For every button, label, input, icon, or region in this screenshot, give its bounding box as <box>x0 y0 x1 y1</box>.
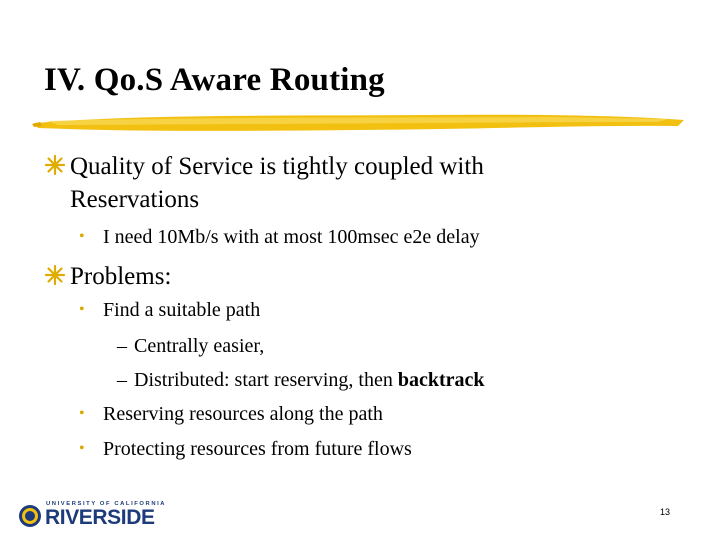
sub-bullet-text: I need 10Mb/s with at most 100msec e2e delay <box>103 226 480 248</box>
logo-top-text: UNIVERSITY OF CALIFORNIA <box>46 501 167 507</box>
dot-bullet-icon: • <box>79 405 85 422</box>
bullet-1-line-1: Quality of Service is tightly coupled with <box>70 153 484 180</box>
sub-bullet-find-path <box>79 298 261 322</box>
dash-bullet-icon: – <box>117 335 127 357</box>
subsub-bullet-bold-text: backtrack <box>397 369 485 391</box>
logo-main-text: RIVERSIDE <box>45 506 155 529</box>
sub-bullet-text: Reserving resources along the path <box>103 403 383 425</box>
bullet-2-line-1: Problems: <box>70 263 172 290</box>
slide-title: IV. Qo.S Aware Routing <box>44 62 385 98</box>
ucr-logo <box>16 500 184 530</box>
sub-bullet-text: Protecting resources from future flows <box>103 438 412 460</box>
sub-bullet-protecting <box>79 437 412 461</box>
dot-bullet-icon: • <box>79 301 85 318</box>
star-bullet-icon <box>44 264 66 286</box>
dot-bullet-icon: • <box>79 228 85 245</box>
sub-bullet-text: Find a suitable path <box>103 299 261 321</box>
subsub-bullet-text: Distributed: start reserving, then <box>134 369 398 391</box>
university-seal-icon <box>18 504 42 528</box>
bullet-1-line-2: Reservations <box>70 186 200 213</box>
title-underline-brush <box>28 108 688 138</box>
page-number: 13 <box>660 507 671 517</box>
sub-bullet-reserving <box>79 402 383 426</box>
dash-bullet-icon: – <box>117 369 127 391</box>
subsub-bullet-distributed <box>117 368 485 392</box>
subsub-bullet-text: Centrally easier, <box>134 335 265 357</box>
subsub-bullet-centrally <box>117 334 265 358</box>
sub-bullet-bandwidth <box>79 225 480 249</box>
dot-bullet-icon: • <box>79 440 85 457</box>
star-bullet-icon <box>44 154 66 176</box>
